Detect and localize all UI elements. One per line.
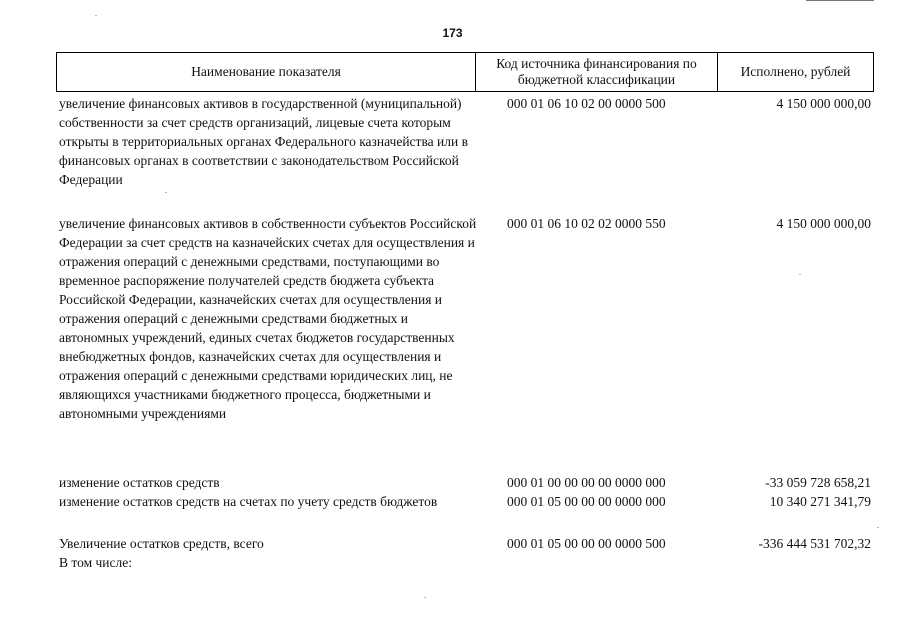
row-code: 000 01 05 00 00 00 0000 000 (507, 494, 666, 509)
scan-speck (877, 527, 879, 528)
row-name: В том числе: (59, 555, 132, 570)
row-code: 000 01 06 10 02 02 0000 550 (507, 216, 666, 231)
header-indicator-name: Наименование показателя (57, 53, 476, 91)
row-name: изменение остатков средств на счетах по учету средств бюджетов (59, 494, 438, 509)
row-value: -336 444 531 702,32 (758, 536, 871, 551)
row-name: увеличение финансовых активов в государственной (муниципальной) собственности за счет средств организаций, лицевые счета которым открыты в территориальных органах Федерального казначейства или в финансовых органах в соответствии с законодательством Российской Федерации (59, 96, 468, 187)
row-name: увеличение финансовых активов в собственности субъектов Российской Федерации за счет средств на казначейских счетах для осуществления и отражения операций с денежными средствами, поступающими во временное распоряжение получателей средств бюджета субъекта Российской Федерации, казначейских счетах для осуществления и отражения операций с денежными средствами бюджетных и автономных учреждений, единых счетах бюджетов государственных внебюджетных фондов, казначейских счетах для осуществления и отражения операций с денежными средствами юридических лиц, не являющихся участниками бюджетного процесса, бюджетными и автономными учреждениями (59, 216, 477, 421)
row-code: 000 01 05 00 00 00 0000 500 (507, 536, 666, 551)
scan-speck (95, 15, 97, 16)
row-value: 4 150 000 000,00 (776, 96, 871, 111)
row-value: 10 340 271 341,79 (769, 494, 871, 509)
row-code: 000 01 06 10 02 00 0000 500 (507, 96, 666, 111)
row-name: изменение остатков средств (59, 475, 220, 490)
row-value: -33 059 728 658,21 (765, 475, 871, 490)
table-header (56, 52, 874, 92)
scan-speck (799, 274, 801, 275)
row-value: 4 150 000 000,00 (776, 216, 871, 231)
row-name: Увеличение остатков средств, всего (59, 536, 264, 551)
header-source-code: Код источника финансирования по бюджетной классификации (476, 53, 718, 91)
header-executed-amount: Исполнено, рублей (740, 64, 851, 79)
page-number: 173 (442, 26, 463, 40)
scan-speck (165, 192, 167, 193)
row-code: 000 01 00 00 00 00 0000 000 (507, 475, 666, 490)
scan-speck (424, 597, 426, 598)
scan-corner-mark (806, 0, 874, 1)
